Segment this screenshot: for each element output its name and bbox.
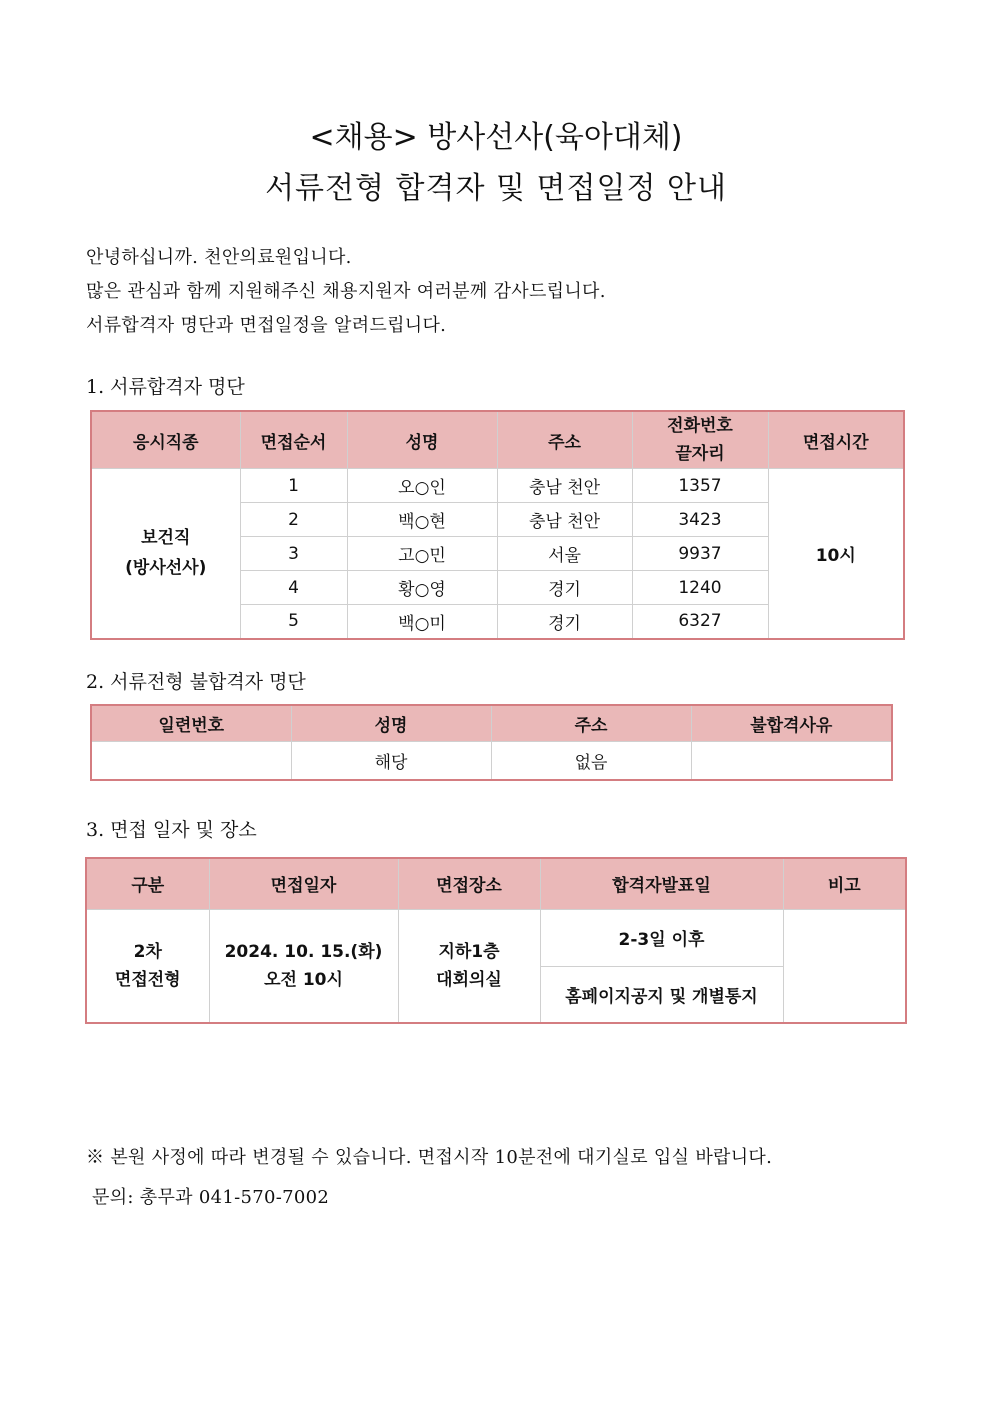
announce-date-cell: 2-3일 이후 [540,909,783,966]
footer-contact: 문의: 총무과 041-570-7002 [86,1187,330,1208]
type-line: 2차 [133,941,162,962]
remark-cell [783,909,906,1023]
name-cell: 고○민 [347,537,497,571]
footer-note: ※ 본원 사정에 따라 변경될 수 있습니다. 면접시작 10분전에 대기실로 입실 바랍니다. [86,1147,773,1168]
order-cell: 4 [240,571,347,605]
place-cell [398,909,540,1023]
place-line: 지하1층 [438,941,500,962]
passed-applicants-table [90,410,905,640]
phone-cell: 6327 [632,605,768,639]
col-header-place: 면접장소 [398,858,540,909]
col-header-remark: 비고 [783,858,906,909]
phone-cell: 1240 [632,571,768,605]
reason-cell [691,741,892,780]
intro-text [86,241,606,343]
col-header-date: 면접일자 [209,858,398,909]
name-cell: 백○미 [347,605,497,639]
section-heading-failed: 2. 서류전형 불합격자 명단 [86,671,306,693]
address-cell: 경기 [497,571,632,605]
section-heading-interview: 3. 면접 일자 및 장소 [86,819,257,841]
col-header-job: 응시직종 [91,411,240,469]
job-name: 보건직 [141,528,191,549]
col-header-order: 면접순서 [240,411,347,469]
order-cell: 5 [240,605,347,639]
col-header-reason: 불합격사유 [691,705,892,741]
name-cell: 오○인 [347,469,497,503]
announce-method-cell: 홈페이지공지 및 개별통지 [540,966,783,1023]
table-row [91,741,892,780]
order-cell: 2 [240,503,347,537]
name-cell: 황○영 [347,571,497,605]
intro-line: 많은 관심과 함께 지원해주신 채용지원자 여러분께 감사드립니다. [86,281,606,302]
table-row [86,909,906,966]
phone-cell: 3423 [632,503,768,537]
date-cell [209,909,398,1023]
section-heading-passed: 1. 서류합격자 명단 [86,376,245,398]
document-subtitle: 서류전형 합격자 및 면접일정 안내 [265,171,727,206]
place-line: 대회의실 [436,969,502,990]
col-header-type: 구분 [86,858,209,909]
serial-cell [91,741,291,780]
order-cell: 1 [240,469,347,503]
address-cell: 없음 [491,741,691,780]
col-header-announce: 합격자발표일 [540,858,783,909]
col-header-phone: 전화번호 끝자리 [632,411,768,469]
intro-line: 안녕하십니까. 천안의료원입니다. [86,247,352,268]
address-cell: 경기 [497,605,632,639]
name-cell: 백○현 [347,503,497,537]
col-header-serial: 일련번호 [91,705,291,741]
col-header-name: 성명 [291,705,491,741]
interview-date: 2024. 10. 15.(화) [224,941,383,962]
job-detail: (방사선사) [125,558,207,579]
col-header-address: 주소 [497,411,632,469]
address-cell: 서울 [497,537,632,571]
interview-schedule-table [85,857,907,1024]
phone-cell: 1357 [632,469,768,503]
time-cell: 10시 [768,469,904,639]
order-cell: 3 [240,537,347,571]
type-cell [86,909,209,1023]
col-header-address: 주소 [491,705,691,741]
type-line: 면접전형 [114,969,181,990]
col-header-time: 면접시간 [768,411,904,469]
col-header-name: 성명 [347,411,497,469]
intro-line: 서류합격자 명단과 면접일정을 알려드립니다. [86,315,447,336]
address-cell: 충남 천안 [497,503,632,537]
interview-time: 오전 10시 [264,969,343,990]
address-cell: 충남 천안 [497,469,632,503]
job-cell [91,469,240,639]
phone-cell: 9937 [632,537,768,571]
table-row [91,469,904,503]
name-cell: 해당 [291,741,491,780]
document-title: <채용> 방사선사(육아대체) [309,120,683,155]
failed-applicants-table [90,704,893,781]
